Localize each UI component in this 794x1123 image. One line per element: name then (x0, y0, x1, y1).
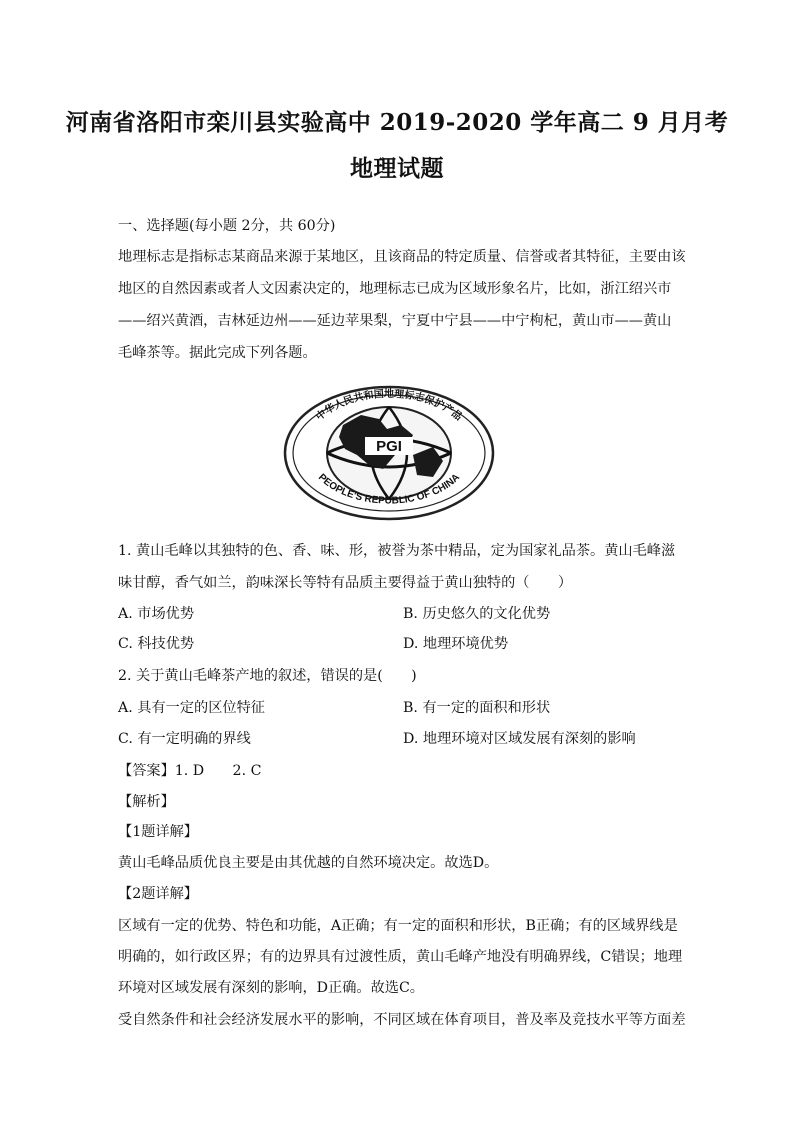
q1-stem-line-1: 1. 黄山毛峰以其独特的色、香、味、形，被誉为茶中精品，定为国家礼品茶。黄山毛峰滋 (118, 543, 676, 559)
answer-line: 【答案】1. D 2. C (118, 763, 262, 779)
detail-2-label: 【2题详解】 (118, 886, 198, 902)
emblem-bottom-text: PEOPLE'S REPUBLIC OF CHINA (315, 471, 463, 507)
detail-1-label: 【1题详解】 (118, 824, 198, 840)
q2-option-a: A. 具有一定的区位特征 (118, 700, 265, 716)
title-line-2: 地理试题 (350, 155, 444, 182)
intro-line-1: 地理标志是指标志某商品来源于某地区，且该商品的特定质量、信誉或者其特征，主要由该 (118, 249, 686, 265)
q1-option-b: B. 历史悠久的文化优势 (403, 606, 551, 622)
title-line-1: 河南省洛阳市栾川县实验高中 2019-2020 学年高二 9 月月考 (65, 109, 729, 136)
q1-option-a: A. 市场优势 (118, 606, 195, 622)
detail-2-line-3: 环境对区域发展有深刻的影响，D正确。故选C。 (118, 980, 424, 996)
q2-option-c: C. 有一定明确的界线 (118, 731, 251, 747)
intro-line-2: 地区的自然因素或者人文因素决定的，地理标志已成为区域形象名片，比如，浙江绍兴市 (118, 281, 672, 297)
q1-option-d: D. 地理环境优势 (403, 636, 509, 652)
emblem-top-text: 中华人民共和国地理标志保护产品 (314, 389, 464, 423)
detail-1-text: 黄山毛峰品质优良主要是由其优越的自然环境决定。故选D。 (118, 855, 499, 871)
analysis-label: 【解析】 (118, 794, 175, 810)
detail-2-line-2: 明确的，如行政区界；有的边界具有过渡性质，黄山毛峰产地没有明确界线，C错误；地理 (118, 949, 683, 965)
q1-option-c: C. 科技优势 (118, 636, 195, 652)
emblem-center-text: PGI (376, 438, 402, 455)
section-heading: 一、选择题(每小题 2分，共 60分) (118, 218, 336, 234)
q2-option-d: D. 地理环境对区域发展有深刻的影响 (403, 731, 636, 747)
intro-line-3: ——绍兴黄酒，吉林延边州——延边苹果梨，宁夏中宁县——中宁枸杞，黄山市——黄山 (118, 313, 672, 329)
intro-line-4: 毛峰茶等。据此完成下列各题。 (118, 345, 317, 361)
q2-option-b: B. 有一定的面积和形状 (403, 700, 551, 716)
detail-2-line-1: 区域有一定的优势、特色和功能，A正确；有一定的面积和形状，B正确；有的区域界线是 (118, 918, 678, 934)
q2-stem: 2. 关于黄山毛峰茶产地的叙述，错误的是( ) (118, 668, 417, 684)
next-intro-line: 受自然条件和社会经济发展水平的影响，不同区域在体育项目，普及率及竞技水平等方面差 (118, 1012, 686, 1028)
q1-stem-line-2: 味甘醇，香气如兰，韵味深长等特有品质主要得益于黄山独特的（ ） (118, 575, 573, 591)
pgi-emblem-image (283, 385, 495, 521)
